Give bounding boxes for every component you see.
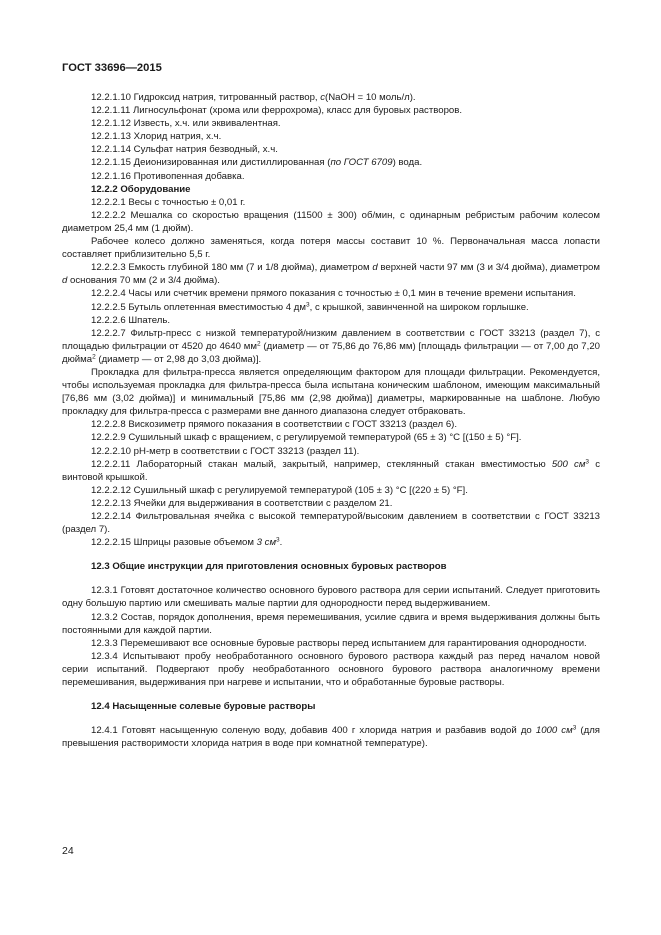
para-12-2-2-7: 12.2.2.7 Фильтр-пресс с низкой температурой/низким давлением в соответствии с ГОСТ 33213 (раздел 7), с площадью фильтрации от 4520 до 4640 $мм^2$ (диаметр — от 75,86 до 76,86 мм) [площадь фильтрации — от 7,00 до 7,20 дюйма$^2$ (диаметр — от 2,98 до 3,03 дюйма)]. <box>62 327 600 365</box>
section-gap <box>62 713 600 724</box>
section-gap <box>62 689 600 700</box>
para-12-2-1-13: 12.2.1.13 Хлорид натрия, х.ч. <box>91 131 222 143</box>
para-12-2-1-15: 12.2.1.15 Деионизированная или дистиллированная (по ГОСТ 6709) вода. <box>91 157 423 169</box>
para-12-4-1: 12.4.1 Готовят насыщенную соленую воду, добавив 400 г хлорида натрия и разбавив водой до 1000 $см^3$ (для превышения растворимости хлорида натрия в воде при комнатной температуре). <box>62 724 600 750</box>
heading-12-4: 12.4 Насыщенные солевые буровые растворы <box>91 701 316 713</box>
para-12-3-4: 12.3.4 Испытывают пробу необработанного основного бурового раствора каждый раз перед началом новой серии испытаний. Подвергают пробу необработанного основного бурового раствора аналогичному времени перемешивания, выдерживания при нагреве и испытании, что и обработанные буровые растворы. <box>62 650 600 689</box>
para-12-2-2-10: 12.2.2.10 pH-метр в соответствии с ГОСТ 33213 (раздел 11). <box>91 445 360 457</box>
para-12-3-3: 12.3.3 Перемешивают все основные буровые растворы перед испытанием для гарантирования однородности. <box>91 637 587 649</box>
para-12-2-2-5: 12.2.2.5 Бутыль оплетенная вместимостью 4 $дм^3$, с крышкой, завинченной на широком горлышке. <box>91 301 529 313</box>
para-12-2-2-13: 12.2.2.13 Ячейки для выдерживания в соответствии с разделом 21. <box>91 497 393 509</box>
heading-12-2-2: 12.2.2 Оборудование <box>91 183 191 195</box>
para-12-2-2-2: 12.2.2.2 Мешалка со скоростью вращения (11500 ± 300) об/мин, с одинарным ребристым рабочим колесом диаметром 25,4 мм (1 дюйм). <box>62 209 600 234</box>
para-12-2-2-12: 12.2.2.12 Сушильный шкаф с регулируемой температурой (105 ± 3) °С [(220 ± 5) °F]. <box>91 484 468 496</box>
para-12-2-2-4: 12.2.2.4 Часы или счетчик времени прямого показания с точностью ± 0,1 мин в течение времени испытания. <box>91 288 576 300</box>
para-12-2-1-14: 12.2.1.14 Сульфат натрия безводный, х.ч. <box>91 144 278 156</box>
heading-12-3: 12.3 Общие инструкции для приготовления основных буровых растворов <box>91 561 447 573</box>
para-12-2-2-6: 12.2.2.6 Шпатель. <box>91 314 171 326</box>
para-12-3-2: 12.3.2 Состав, порядок дополнения, время перемешивания, усилие сдвига и время выдерживания должны быть постоянными для каждой партии. <box>62 611 600 636</box>
para-12-2-1-10: 12.2.1.10 Гидроксид натрия, титрованный раствор, с(NaOH = 10 моль/л). <box>91 92 416 103</box>
para-12-2-2-1: 12.2.2.1 Весы с точностью ± 0,01 г. <box>91 196 246 208</box>
page-number: 24 <box>62 845 74 857</box>
para-gasket-note: Прокладка для фильтра-пресса является определяющим фактором для площади фильтрации. Рекомендуется, чтобы используемая прокладка для фильтра-пресса была испытана коническим шаблоном, имеющим максимальный [76,86 мм (3,02 дюйма)] и минимальный [75,86 мм (2,98 дюйма)] диаметры, маркированные на шаблоне. Любую прокладку для фильтра-пресса с размерами вне данного диапазона следует отбраковать. <box>62 366 600 418</box>
para-impeller-note: Рабочее колесо должно заменяться, когда потеря массы составит 10 %. Первоначальная масса лопасти составляет приблизительно 5,5 г. <box>62 236 600 261</box>
para-12-2-2-11: 12.2.2.11 Лабораторный стакан малый, закрытый, например, стеклянный стакан вместимостью 500 $см^3$ с винтовой крышкой. <box>62 458 600 483</box>
section-gap <box>62 549 600 560</box>
para-12-2-1-12: 12.2.1.12 Известь, х.ч. или эквивалентная. <box>91 118 281 130</box>
para-12-2-1-16: 12.2.1.16 Противопенная добавка. <box>91 170 245 182</box>
para-12-2-2-15: 12.2.2.15 Шприцы разовые объемом 3 $см^3$. <box>91 536 283 549</box>
para-12-3-1: 12.3.1 Готовят достаточное количество основного бурового раствора для серии испытаний. Следует приготовить одну большую партию или смешивать малые партии для однородности перед выдерживанием. <box>62 585 600 610</box>
para-12-2-1-11: 12.2.1.11 Лигносульфонат (хрома или феррохрома), класс для буровых растворов. <box>91 105 463 117</box>
para-12-2-2-3: 12.2.2.3 Емкость глубиной 180 мм (7 и 1/8 дюйма), диаметром d верхней части 97 мм (3 и 3/4 дюйма), диаметром d основания 70 мм (2 и 3/4 дюйма). <box>62 262 600 287</box>
document-body <box>62 91 600 750</box>
para-12-2-2-14: 12.2.2.14 Фильтровальная ячейка с высокой температурой/высоким давлением в соответствии с ГОСТ 33213 (раздел 7). <box>62 511 600 536</box>
document-header: ГОСТ 33696—2015 <box>62 62 162 74</box>
section-gap <box>62 573 600 584</box>
para-12-2-2-9: 12.2.2.9 Сушильный шкаф с вращением, с регулируемой температурой (65 ± 3) °С [(150 ± 5) °F]. <box>91 432 522 444</box>
para-12-2-2-8: 12.2.2.8 Вискозиметр прямого показания в соответствии с ГОСТ 33213 (раздел 6). <box>91 419 458 431</box>
